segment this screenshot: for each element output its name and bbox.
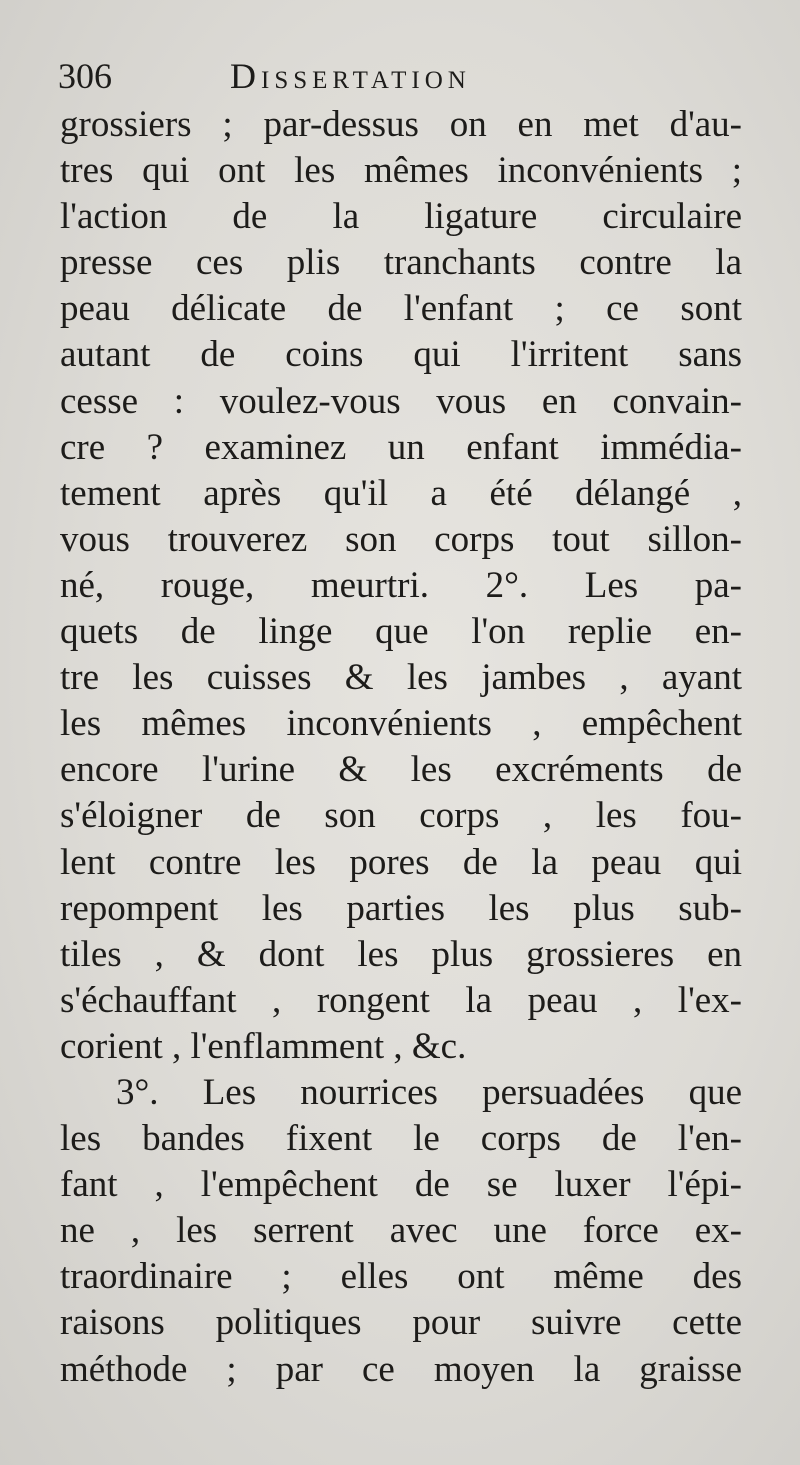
text-line: cesse : voulez-vous vous en convain-: [60, 380, 742, 422]
text-line: les bandes fixent le corps de l'en-: [60, 1118, 742, 1160]
text-line: tre les cuisses & les jambes , ayant: [60, 657, 742, 699]
body-text: [60, 102, 742, 1393]
running-title: Dissertation: [230, 56, 471, 96]
text-line: fant , l'empêchent de se luxer l'épi-: [60, 1164, 742, 1206]
text-line: s'échauffant , rongent la peau , l'ex-: [60, 979, 742, 1021]
text-line: 3°. Les nourrices persuadées que: [116, 1071, 742, 1113]
text-line: quets de linge que l'on replie en-: [60, 611, 742, 653]
text-line: autant de coins qui l'irritent sans: [60, 334, 742, 376]
text-line: tres qui ont les mêmes inconvénients ;: [60, 150, 742, 192]
page-number: 306: [58, 56, 112, 96]
text-line: s'éloigner de son corps , les fou-: [60, 795, 742, 837]
text-line: tiles , & dont les plus grossieres en: [60, 933, 742, 975]
text-line: l'action de la ligature circulaire: [60, 196, 742, 238]
text-line: ne , les serrent avec une force ex-: [60, 1210, 742, 1252]
text-line: traordinaire ; elles ont même des: [60, 1256, 742, 1298]
text-line: corient , l'enflamment , &c.: [60, 1025, 467, 1067]
text-line: méthode ; par ce moyen la graisse: [60, 1348, 742, 1390]
text-line: grossiers ; par-dessus on en met d'au-: [60, 104, 742, 145]
text-line: encore l'urine & les excréments de: [60, 749, 742, 791]
text-line: raisons politiques pour suivre cette: [60, 1302, 742, 1344]
text-line: cre ? examinez un enfant immédia-: [60, 426, 742, 468]
text-line: repompent les parties les plus sub-: [60, 887, 742, 929]
text-line: presse ces plis tranchants contre la: [60, 242, 742, 284]
text-line: lent contre les pores de la peau qui: [60, 841, 742, 883]
text-line: peau délicate de l'enfant ; ce sont: [60, 288, 742, 330]
text-line: vous trouverez son corps tout sillon-: [60, 518, 742, 560]
text-line: les mêmes inconvénients , empêchent: [60, 703, 742, 745]
text-line: né, rouge, meurtri. 2°. Les pa-: [60, 564, 742, 606]
page-header: [58, 50, 758, 102]
text-line: tement après qu'il a été délangé ,: [60, 472, 742, 514]
